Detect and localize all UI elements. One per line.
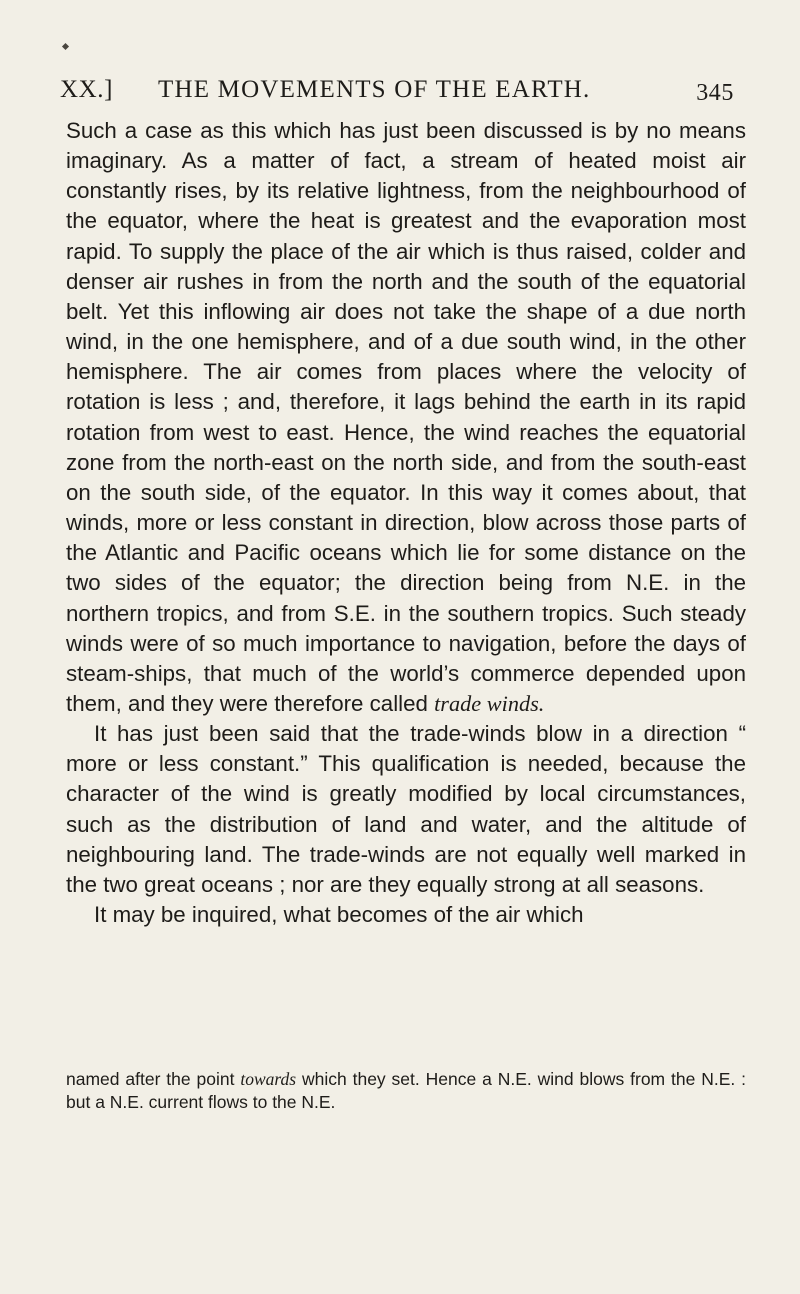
book-page	[60, 0, 750, 1294]
ornament-mark	[62, 43, 69, 50]
italic-term: trade winds.	[434, 690, 545, 716]
paragraph	[66, 116, 746, 719]
running-header	[60, 76, 750, 106]
chapter-number: XX.]	[60, 76, 114, 103]
paragraph: It has just been said that the trade-winds blow in a direction “ more or less constant.” This qualification is needed, because the character of the wind is greatly modified by local circumstances, such as the distribution of land and water, and the altitude of neighbouring land. The trade-winds are not equally well marked in the two great oceans ; nor are they equally strong at all seasons.	[66, 721, 746, 897]
body-text	[66, 116, 746, 930]
paragraph: It may be inquired, what becomes of the air which	[94, 902, 584, 928]
footnote-text	[66, 1068, 746, 1114]
footnote	[66, 1068, 746, 1114]
running-title: THE MOVEMENTS OF THE EARTH.	[158, 76, 591, 103]
paragraph-text: Such a case as this which has just been discussed is by no means imaginary. As a matter of fact, a stream of heated moist air constantly rises, by its relative lightness, from the neighbourhood of the equator, where the heat is greatest and the evaporation most rapid. To supply the place of the air which is thus raised, colder and denser air rushes in from the north and the south of the equatorial belt. Yet this inflowing air does not take the shape of a due north wind, in the one hemisphere, and of a due south wind, in the other hemisphere. The air comes from places where the velocity of rotation is less ; and, therefore, it lags behind the earth in its rapid rotation from west to east. Hence, the wind reaches the equatorial zone from the north-east on the north side, and from the south-east on the south side, of the equator. In this way it comes about, that winds, more or less constant in direction, blow across those parts of the Atlantic and Pacific oceans which lie for some distance on the two sides of the equator; the direction being from N.E. in the northern tropics, and from S.E. in the southern tropics. Such steady winds were of so much importance to navigation, before the days of steam-ships, that much of the world’s commerce depended upon them, and they were therefore called	[66, 118, 746, 716]
page-number: 345	[696, 80, 734, 106]
footnote-text-end: which they set. Hence a N.E. wind blows from the N.E. : but a N.E. current flows to the N.E.	[66, 1069, 746, 1112]
footnote-italic: towards	[240, 1069, 297, 1089]
footnote-text-start: named after the point	[66, 1069, 241, 1089]
